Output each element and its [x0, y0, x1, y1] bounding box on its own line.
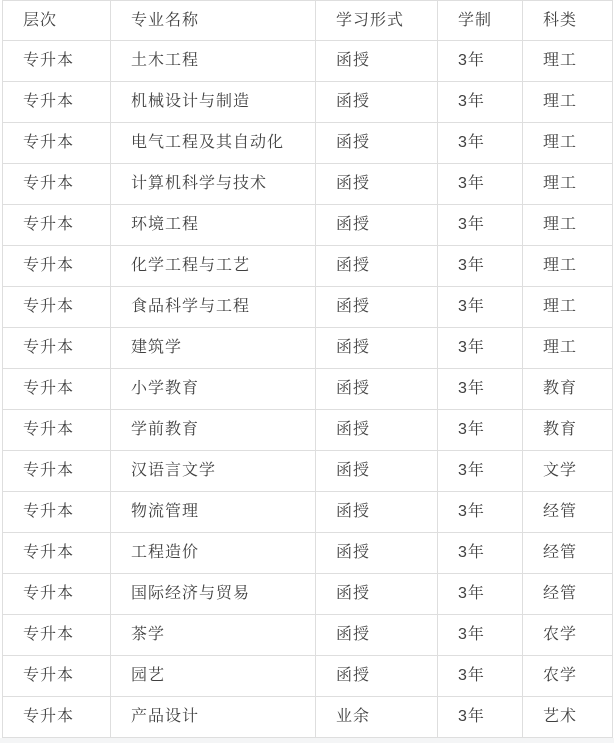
cell-major: 电气工程及其自动化: [111, 123, 316, 164]
cell-major: 机械设计与制造: [111, 82, 316, 123]
cell-study-form: 函授: [316, 328, 438, 369]
cell-level: 专升本: [3, 533, 111, 574]
cell-category: 农学: [523, 656, 613, 697]
cell-study-form: 函授: [316, 492, 438, 533]
cell-study-form: 函授: [316, 287, 438, 328]
cell-level: 专升本: [3, 123, 111, 164]
table-row: [3, 123, 613, 164]
table-row: [3, 615, 613, 656]
cell-category: 经管: [523, 492, 613, 533]
cell-study-form: 函授: [316, 123, 438, 164]
cell-level: 专升本: [3, 615, 111, 656]
table-row: [3, 410, 613, 451]
cell-category: 理工: [523, 82, 613, 123]
cell-level: 专升本: [3, 492, 111, 533]
cell-major: 环境工程: [111, 205, 316, 246]
cell-study-form: 业余: [316, 697, 438, 738]
table-row: [3, 697, 613, 738]
cell-major: 工程造价: [111, 533, 316, 574]
cell-study-form: 函授: [316, 82, 438, 123]
cell-category: 经管: [523, 574, 613, 615]
table-row: [3, 328, 613, 369]
cell-study-form: 函授: [316, 656, 438, 697]
header-duration: 学制: [438, 1, 523, 41]
cell-major: 土木工程: [111, 41, 316, 82]
cell-level: 专升本: [3, 41, 111, 82]
cell-major: 建筑学: [111, 328, 316, 369]
cell-category: 理工: [523, 246, 613, 287]
cell-duration: 3年: [438, 287, 523, 328]
cell-major: 物流管理: [111, 492, 316, 533]
majors-table: [2, 0, 613, 738]
cell-duration: 3年: [438, 615, 523, 656]
cell-major: 汉语言文学: [111, 451, 316, 492]
cell-category: 艺术: [523, 697, 613, 738]
cell-duration: 3年: [438, 369, 523, 410]
cell-category: 农学: [523, 615, 613, 656]
table-row: [3, 533, 613, 574]
cell-duration: 3年: [438, 656, 523, 697]
cell-duration: 3年: [438, 205, 523, 246]
cell-level: 专升本: [3, 410, 111, 451]
table-row: [3, 656, 613, 697]
cell-major: 小学教育: [111, 369, 316, 410]
cell-level: 专升本: [3, 246, 111, 287]
table-row: [3, 82, 613, 123]
cell-duration: 3年: [438, 123, 523, 164]
cell-duration: 3年: [438, 164, 523, 205]
cell-duration: 3年: [438, 451, 523, 492]
cell-duration: 3年: [438, 328, 523, 369]
cell-major: 食品科学与工程: [111, 287, 316, 328]
cell-study-form: 函授: [316, 615, 438, 656]
cell-major: 计算机科学与技术: [111, 164, 316, 205]
cell-category: 理工: [523, 205, 613, 246]
cell-study-form: 函授: [316, 205, 438, 246]
table-row: [3, 164, 613, 205]
cell-level: 专升本: [3, 697, 111, 738]
cell-duration: 3年: [438, 492, 523, 533]
cell-category: 理工: [523, 164, 613, 205]
cell-study-form: 函授: [316, 451, 438, 492]
table-row: [3, 492, 613, 533]
cell-major: 化学工程与工艺: [111, 246, 316, 287]
cell-category: 理工: [523, 328, 613, 369]
table-row: [3, 287, 613, 328]
page-bottom-strip: [0, 738, 614, 743]
table-row: [3, 369, 613, 410]
cell-duration: 3年: [438, 533, 523, 574]
cell-level: 专升本: [3, 574, 111, 615]
cell-major: 园艺: [111, 656, 316, 697]
cell-level: 专升本: [3, 656, 111, 697]
cell-category: 教育: [523, 369, 613, 410]
header-major-name: 专业名称: [111, 1, 316, 41]
cell-major: 国际经济与贸易: [111, 574, 316, 615]
cell-study-form: 函授: [316, 574, 438, 615]
cell-duration: 3年: [438, 246, 523, 287]
table-row: [3, 41, 613, 82]
table-row: [3, 451, 613, 492]
cell-duration: 3年: [438, 697, 523, 738]
cell-major: 学前教育: [111, 410, 316, 451]
table-header-row: [3, 1, 613, 41]
cell-level: 专升本: [3, 451, 111, 492]
cell-study-form: 函授: [316, 41, 438, 82]
cell-level: 专升本: [3, 328, 111, 369]
header-category: 科类: [523, 1, 613, 41]
cell-duration: 3年: [438, 410, 523, 451]
cell-category: 教育: [523, 410, 613, 451]
cell-level: 专升本: [3, 369, 111, 410]
table-row: [3, 574, 613, 615]
cell-level: 专升本: [3, 164, 111, 205]
cell-duration: 3年: [438, 82, 523, 123]
table-row: [3, 246, 613, 287]
cell-level: 专升本: [3, 287, 111, 328]
cell-duration: 3年: [438, 41, 523, 82]
header-level: 层次: [3, 1, 111, 41]
table-row: [3, 205, 613, 246]
cell-study-form: 函授: [316, 410, 438, 451]
cell-study-form: 函授: [316, 246, 438, 287]
cell-level: 专升本: [3, 205, 111, 246]
cell-major: 茶学: [111, 615, 316, 656]
cell-category: 理工: [523, 123, 613, 164]
cell-study-form: 函授: [316, 164, 438, 205]
cell-level: 专升本: [3, 82, 111, 123]
header-study-form: 学习形式: [316, 1, 438, 41]
cell-major: 产品设计: [111, 697, 316, 738]
cell-category: 经管: [523, 533, 613, 574]
cell-category: 理工: [523, 41, 613, 82]
cell-study-form: 函授: [316, 369, 438, 410]
cell-study-form: 函授: [316, 533, 438, 574]
cell-duration: 3年: [438, 574, 523, 615]
cell-category: 理工: [523, 287, 613, 328]
cell-category: 文学: [523, 451, 613, 492]
